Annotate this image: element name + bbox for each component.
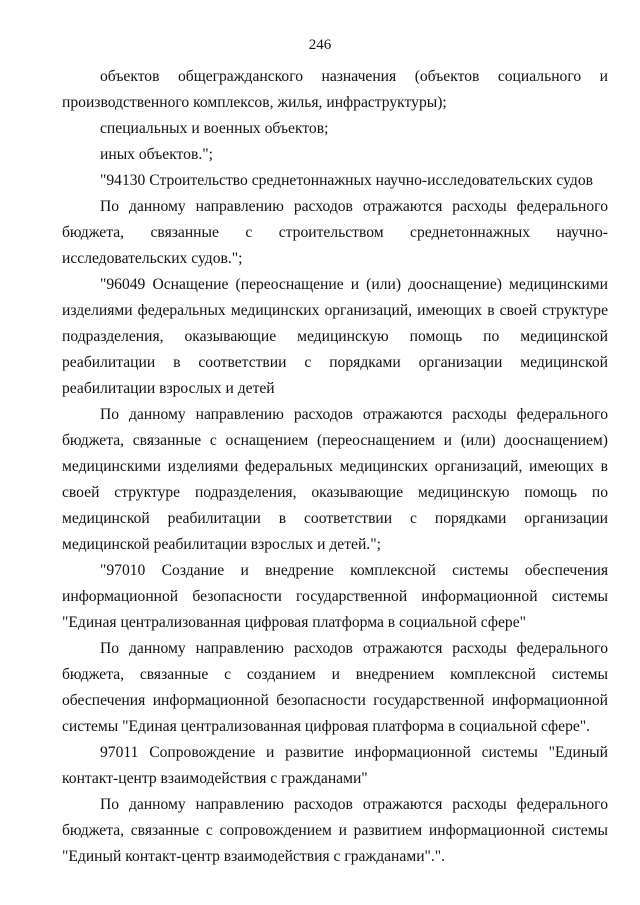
paragraph: "97010 Создание и внедрение комплексной системы обеспечения информационной безопасности государственной информационной системы "Единая централизованная цифровая платформа в социальной сфере": [62, 562, 608, 631]
paragraph: По данному направлению расходов отражаются расходы федерального бюджета, связанные с оснащением (переоснащением и (или) дооснащением) медицинскими изделиями федеральных медицинских организаций, имеющих в своей структуре подразделения, оказывающие медицинскую помощь по медицинской реабилитации в соответствии с порядками организации медицинской реабилитации взрослых и детей.";: [62, 406, 608, 553]
paragraph: специальных и военных объектов;: [100, 120, 329, 137]
paragraph: объектов общегражданского назначения (объектов социального и производственного комплексов, жилья, инфраструктуры);: [62, 68, 608, 111]
paragraph: По данному направлению расходов отражаются расходы федерального бюджета, связанные с сопровождением и развитием информационной системы "Единый контакт-центр взаимодействия с гражданами".".: [62, 796, 608, 865]
paragraph: "96049 Оснащение (переоснащение и (или) дооснащение) медицинскими изделиями федеральных медицинских организаций, имеющих в своей структуре подразделения, оказывающие медицинскую помощь по медицинской реабилитации в соответствии с порядками организации медицинской реабилитации взрослых и детей: [62, 276, 608, 397]
paragraph: "94130 Строительство среднетоннажных научно-исследовательских судов: [100, 172, 593, 189]
paragraph: 97011 Сопровождение и развитие информационной системы "Единый контакт-центр взаимодействия с гражданами": [62, 744, 608, 787]
paragraph: По данному направлению расходов отражаются расходы федерального бюджета, связанные с созданием и внедрением комплексной системы обеспечения информационной безопасности государственной информационной системы "Единая централизованная цифровая платформа в социальной сфере".: [62, 640, 608, 735]
paragraph: По данному направлению расходов отражаются расходы федерального бюджета, связанные с строительством среднетоннажных научно-исследовательских судов.";: [62, 198, 608, 267]
paragraph: иных объектов.";: [100, 146, 213, 163]
document-body: [62, 64, 608, 870]
page-number: 246: [308, 37, 332, 53]
